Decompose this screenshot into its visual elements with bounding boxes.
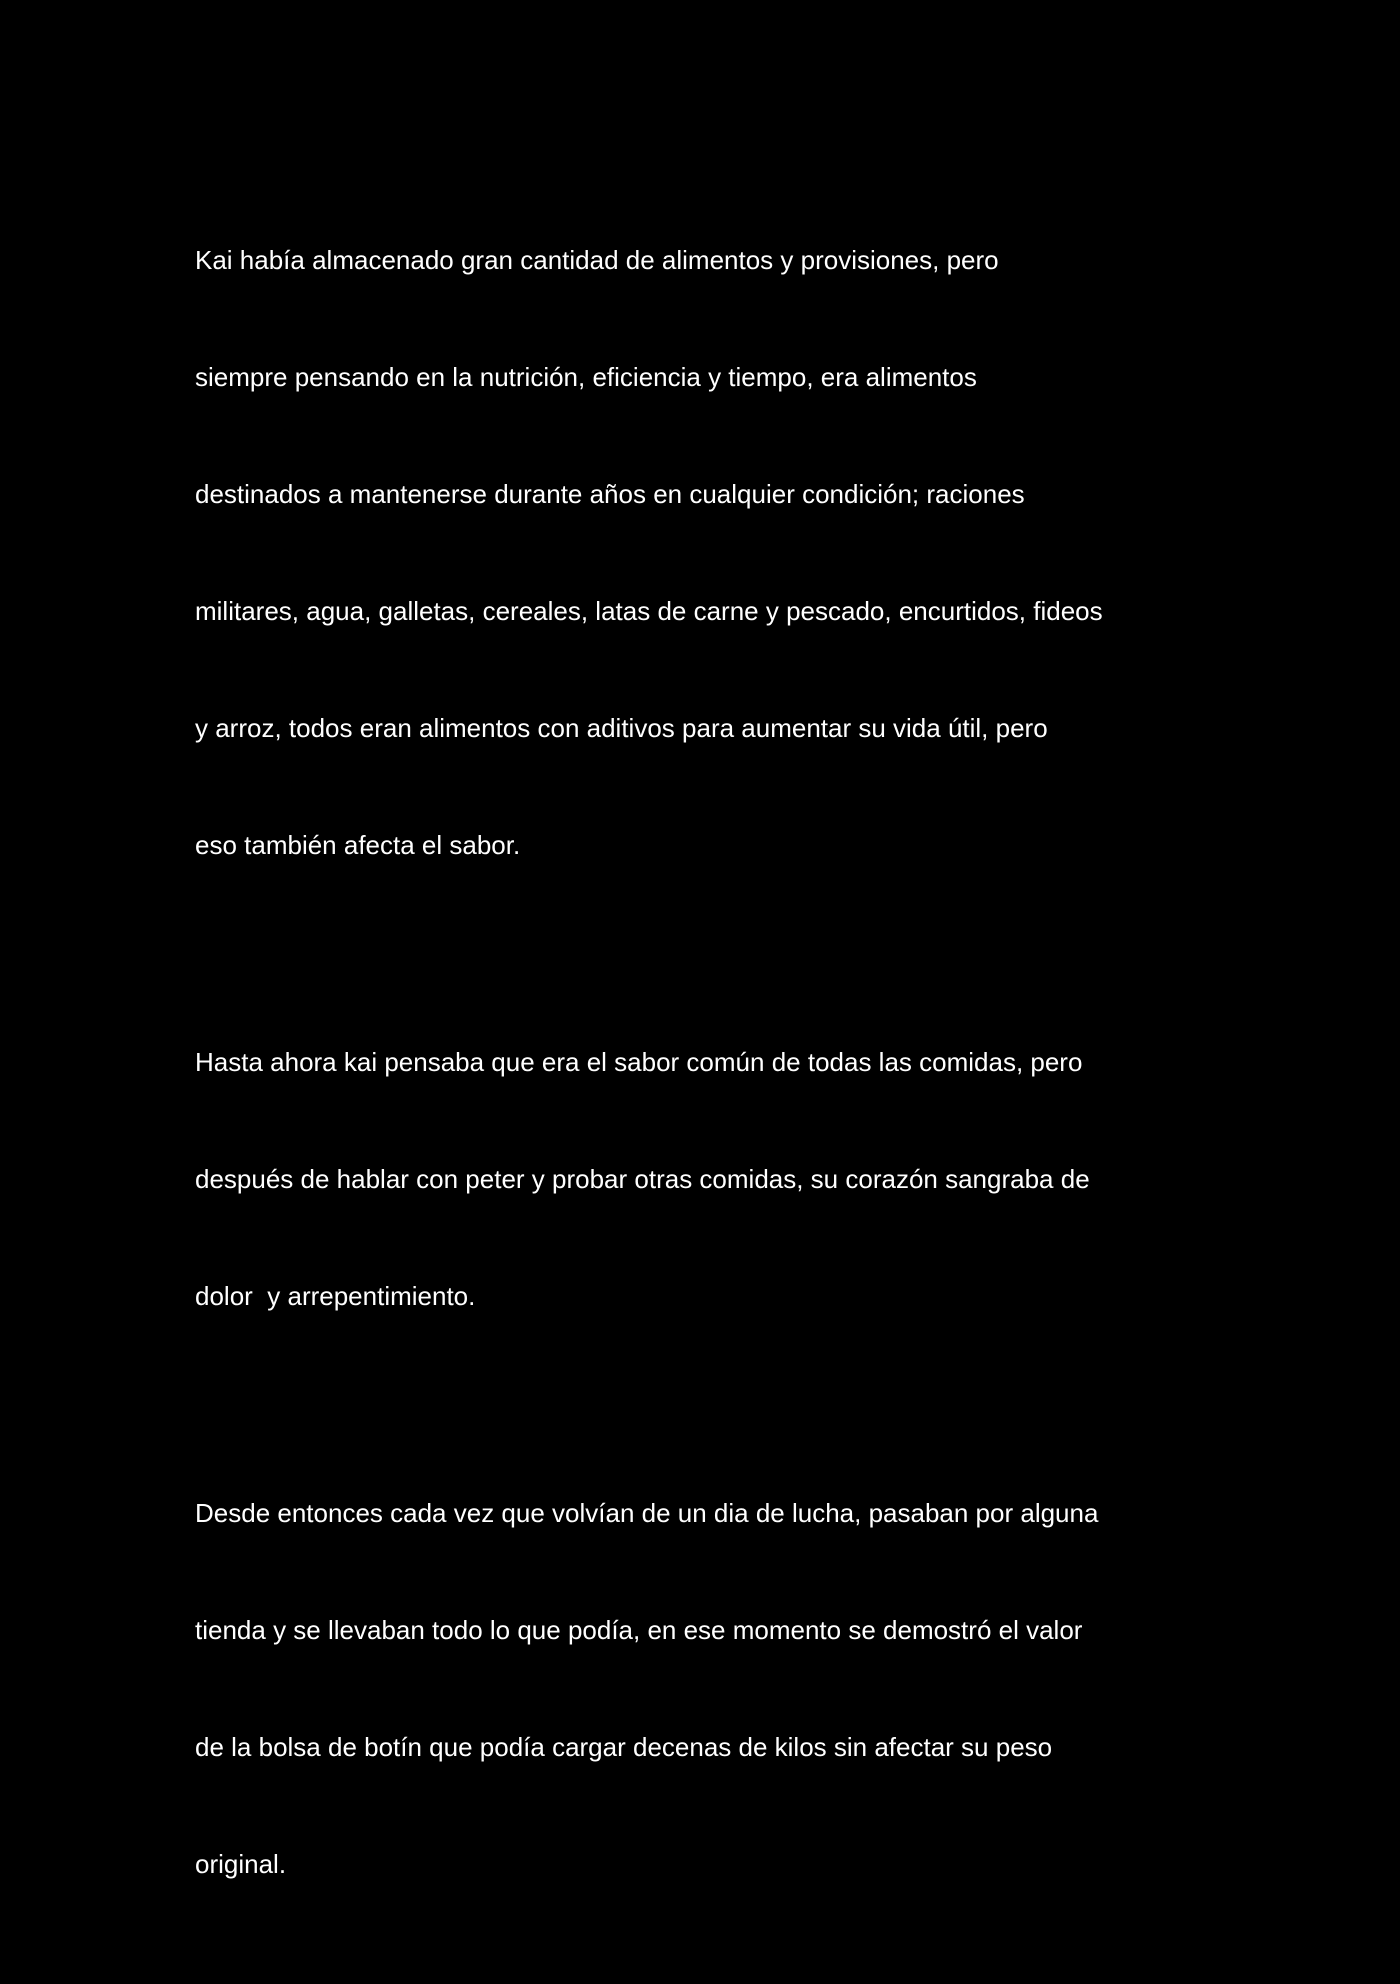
text-line: y arroz, todos eran alimentos con aditivos para aumentar su vida útil, pero bbox=[195, 713, 1048, 743]
text-line: tienda y se llevaban todo lo que podía, en ese momento se demostró el valor bbox=[195, 1615, 1083, 1645]
text-line: Kai había almacenado gran cantidad de alimentos y provisiones, pero bbox=[195, 245, 999, 275]
text-line: destinados a mantenerse durante años en cualquier condición; raciones bbox=[195, 479, 1025, 509]
text-line: dolor y arrepentimiento. bbox=[195, 1281, 476, 1311]
text-line: de la bolsa de botín que podía cargar decenas de kilos sin afectar su peso bbox=[195, 1732, 1053, 1762]
text-line: Desde entonces cada vez que volvían de un dia de lucha, pasaban por alguna bbox=[195, 1498, 1099, 1528]
text-line: original. bbox=[195, 1849, 287, 1879]
document-text bbox=[195, 163, 1225, 1984]
text-line: después de hablar con peter y probar otras comidas, su corazón sangraba de bbox=[195, 1164, 1090, 1194]
paragraph-3 bbox=[195, 1416, 1225, 1962]
text-line: siempre pensando en la nutrición, eficiencia y tiempo, era alimentos bbox=[195, 362, 977, 392]
text-line: eso también afecta el sabor. bbox=[195, 830, 521, 860]
paragraph-1 bbox=[195, 163, 1225, 943]
paragraph-2 bbox=[195, 965, 1225, 1394]
text-line: Hasta ahora kai pensaba que era el sabor común de todas las comidas, pero bbox=[195, 1047, 1083, 1077]
text-line: militares, agua, galletas, cereales, latas de carne y pescado, encurtidos, fideos bbox=[195, 596, 1103, 626]
